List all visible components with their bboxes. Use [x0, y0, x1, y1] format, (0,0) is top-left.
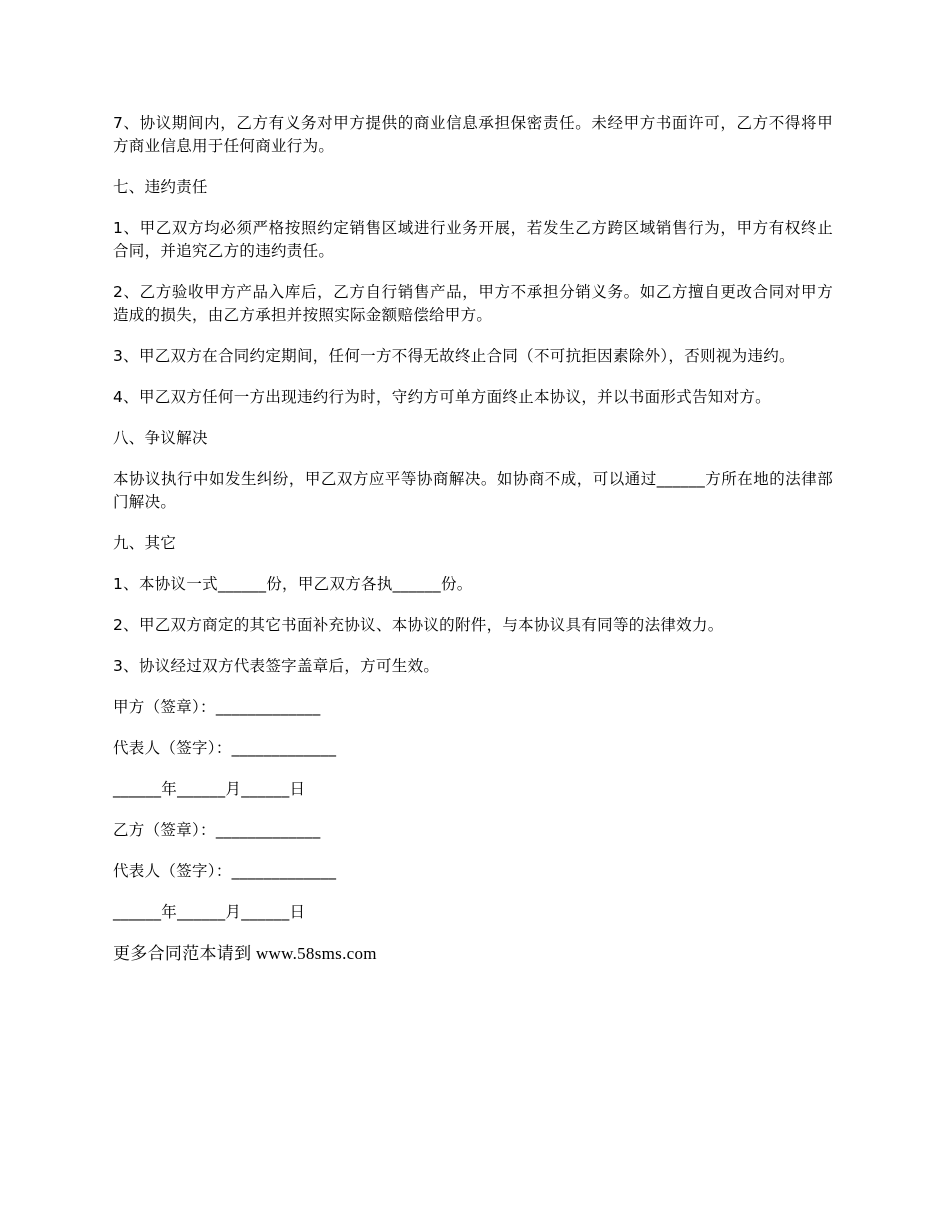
- breach-clause-3: 3、甲乙双方在合同约定期间，任何一方不得无故终止合同（不可抗拒因素除外），否则视为违约。: [113, 347, 795, 365]
- clause-7-confidentiality: 7、协议期间内，乙方有义务对甲方提供的商业信息承担保密责任。未经甲方书面许可，乙方不得将甲方商业信息用于任何商业行为。: [113, 114, 833, 155]
- section-heading-dispute-resolution: 八、争议解决: [113, 429, 208, 447]
- party-a-seal-line: 甲方（签章）：_____________: [113, 698, 321, 716]
- party-b-date-line: ______年______月______日: [113, 903, 306, 921]
- party-a-representative-line: 代表人（签字）：_____________: [113, 739, 337, 757]
- document-page: [113, 112, 833, 983]
- other-clause-2: 2、甲乙双方商定的其它书面补充协议、本协议的附件，与本协议具有同等的法律效力。: [113, 616, 724, 634]
- footer-more-templates: 更多合同范本请到 www.58sms.com: [113, 944, 377, 963]
- breach-clause-1: 1、甲乙双方均必须严格按照约定销售区域进行业务开展，若发生乙方跨区域销售行为，甲方有权终止合同，并追究乙方的违约责任。: [113, 219, 833, 260]
- other-clause-3: 3、协议经过双方代表签字盖章后，方可生效。: [113, 657, 440, 675]
- dispute-resolution-text: 本协议执行中如发生纠纷，甲乙双方应平等协商解决。如协商不成，可以通过______方所在地的法律部门解决。: [113, 470, 833, 511]
- party-a-date-line: ______年______月______日: [113, 780, 306, 798]
- party-b-seal-line: 乙方（签章）：_____________: [113, 821, 321, 839]
- other-clause-1: 1、本协议一式______份，甲乙双方各执______份。: [113, 575, 473, 593]
- section-heading-other: 九、其它: [113, 534, 177, 552]
- breach-clause-2: 2、乙方验收甲方产品入库后，乙方自行销售产品，甲方不承担分销义务。如乙方擅自更改合同对甲方造成的损失，由乙方承担并按照实际金额赔偿给甲方。: [113, 283, 833, 324]
- party-b-representative-line: 代表人（签字）：_____________: [113, 862, 337, 880]
- section-heading-breach-liability: 七、违约责任: [113, 178, 208, 196]
- breach-clause-4: 4、甲乙双方任何一方出现违约行为时，守约方可单方面终止本协议，并以书面形式告知对方。: [113, 388, 771, 406]
